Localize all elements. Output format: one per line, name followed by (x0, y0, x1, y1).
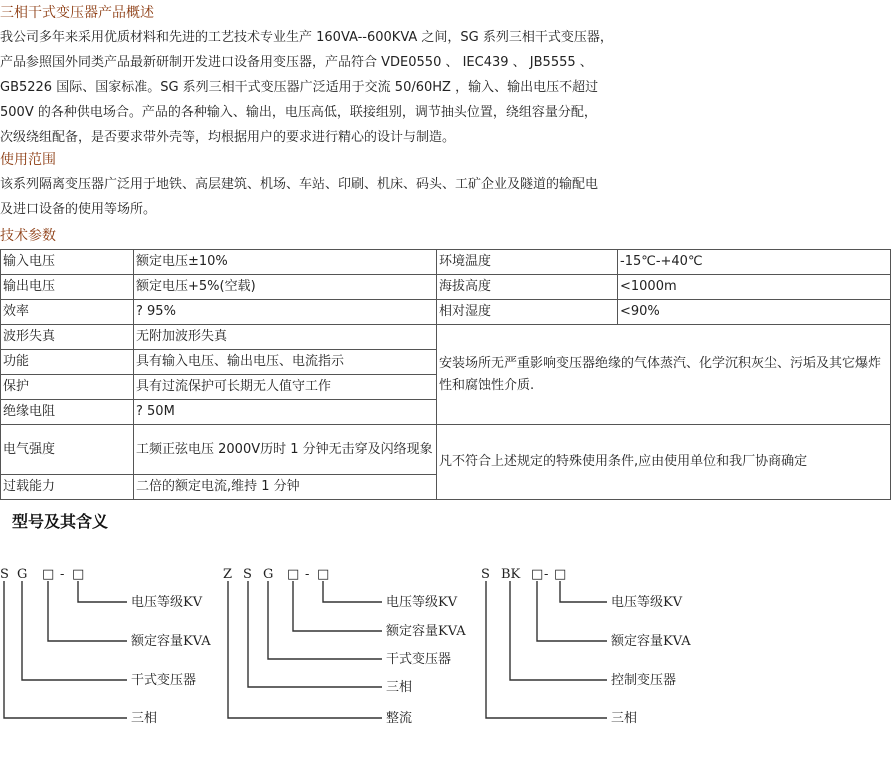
diagram-label: 电压等级KV (131, 595, 203, 610)
spec-value: ? 50M (134, 400, 437, 425)
leader-line (293, 581, 382, 631)
code-box: □ (531, 567, 544, 582)
overview-paragraph (0, 25, 880, 150)
code-dash: - (305, 567, 310, 582)
code-letter: Z (223, 567, 233, 582)
diagram-label: 电压等级KV (386, 595, 458, 610)
leader-line (22, 581, 127, 680)
table-row (1, 250, 891, 275)
models-title: 型号及其含义 (12, 512, 109, 531)
leader-line (268, 581, 382, 659)
code-letter: S (0, 567, 9, 582)
install-note: 安装场所无严重影响变压器绝缘的气体蒸汽、化学沉积灰尘、污垢及其它爆炸性和腐蚀性介质. (437, 325, 891, 425)
code-letter: G (17, 567, 28, 582)
spec-label: 效率 (1, 300, 134, 325)
diagram-label: 控制变压器 (611, 673, 677, 688)
leader-line (323, 581, 382, 602)
leader-line (537, 581, 607, 641)
table-row (1, 275, 891, 300)
code-letter: S (481, 567, 490, 582)
table-row (1, 425, 891, 475)
usage-line: 及进口设备的使用等场所。 (0, 202, 157, 217)
model-diagram-sg (4, 581, 127, 718)
spec-table (0, 249, 891, 500)
code-box: □ (317, 567, 330, 582)
spec-label: 过载能力 (1, 475, 134, 500)
code-box: □ (287, 567, 300, 582)
spec-value: 二倍的额定电流,维持 1 分钟 (134, 475, 437, 500)
diagram-label: 三相 (611, 711, 638, 726)
spec-label: 绝缘电阻 (1, 400, 134, 425)
spec-label: 功能 (1, 350, 134, 375)
diagram-label: 额定容量KVA (611, 634, 691, 649)
table-row (1, 300, 891, 325)
env-label: 海拔高度 (437, 275, 618, 300)
special-note: 凡不符合上述规定的特殊使用条件,应由使用单位和我厂协商确定 (437, 425, 891, 500)
code-box: □ (72, 567, 85, 582)
leader-line (48, 581, 127, 641)
spec-label: 输入电压 (1, 250, 134, 275)
overview-line: GB5226 国际、国家标准。SG 系列三相干式变压器广泛适用于交流 50/60HZ ，输入、输出电压不超过 (0, 80, 599, 95)
overview-line: 500V 的各种供电场合。产品的各种输入、输出，电压高低，联接组别，调节抽头位置，绕组容量分配， (0, 105, 597, 120)
spec-value: 无附加波形失真 (134, 325, 437, 350)
usage-paragraph (0, 172, 880, 222)
code-letter: BK (501, 567, 521, 582)
env-value: -15℃-+40℃ (618, 250, 891, 275)
overview-title: 三相干式变压器产品概述 (0, 5, 154, 21)
usage-title: 使用范围 (0, 152, 56, 168)
code-letter: G (263, 567, 274, 582)
env-value: <1000m (618, 275, 891, 300)
leader-line (510, 581, 607, 680)
env-value: <90% (618, 300, 891, 325)
model-diagrams (0, 555, 892, 735)
code-box: □ (554, 567, 567, 582)
spec-value: 额定电压±10% (134, 250, 437, 275)
model-diagram-sbk (486, 581, 607, 718)
diagram-label: 额定容量KVA (386, 624, 466, 639)
spec-label: 保护 (1, 375, 134, 400)
spec-value: ? 95% (134, 300, 437, 325)
env-label: 环境温度 (437, 250, 618, 275)
spec-value: 具有过流保护可长期无人值守工作 (134, 375, 437, 400)
diagram-label: 三相 (131, 711, 158, 726)
diagram-label: 三相 (386, 680, 413, 695)
usage-line: 该系列隔离变压器广泛用于地铁、高层建筑、机场、车站、印刷、机床、码头、工矿企业及隧道的输配电 (0, 177, 599, 192)
model-diagram-zsg (228, 581, 382, 718)
diagram-label: 整流 (386, 711, 413, 726)
specs-title: 技术参数 (0, 228, 56, 244)
overview-line: 我公司多年来采用优质材料和先进的工艺技术专业生产 160VA--600KVA 之间，SG 系列三相干式变压器， (0, 30, 613, 45)
leader-line (560, 581, 607, 602)
spec-value: 工频正弦电压 2000V历时 1 分钟无击穿及闪络现象 (134, 425, 437, 475)
code-letter: S (243, 567, 252, 582)
code-box: □ (42, 567, 55, 582)
overview-line: 次级绕组配备，是否要求带外壳等，均根据用户的要求进行精心的设计与制造。 (0, 130, 456, 145)
code-dash: - (60, 567, 65, 582)
spec-label: 电气强度 (1, 425, 134, 475)
spec-value: 额定电压+5%(空载) (134, 275, 437, 300)
table-row (1, 325, 891, 350)
leader-line (78, 581, 127, 602)
spec-label: 波形失真 (1, 325, 134, 350)
diagram-label: 干式变压器 (131, 673, 197, 688)
diagram-label: 额定容量KVA (131, 634, 211, 649)
spec-value: 具有输入电压、输出电压、电流指示 (134, 350, 437, 375)
env-label: 相对湿度 (437, 300, 618, 325)
diagram-label: 干式变压器 (386, 652, 452, 667)
code-dash: - (544, 567, 549, 582)
overview-line: 产品参照国外同类产品最新研制开发进口设备用变压器，产品符合 VDE0550 、 IEC439 、 JB5555 、 (0, 55, 593, 70)
diagram-label: 电压等级KV (611, 595, 683, 610)
spec-label: 输出电压 (1, 275, 134, 300)
